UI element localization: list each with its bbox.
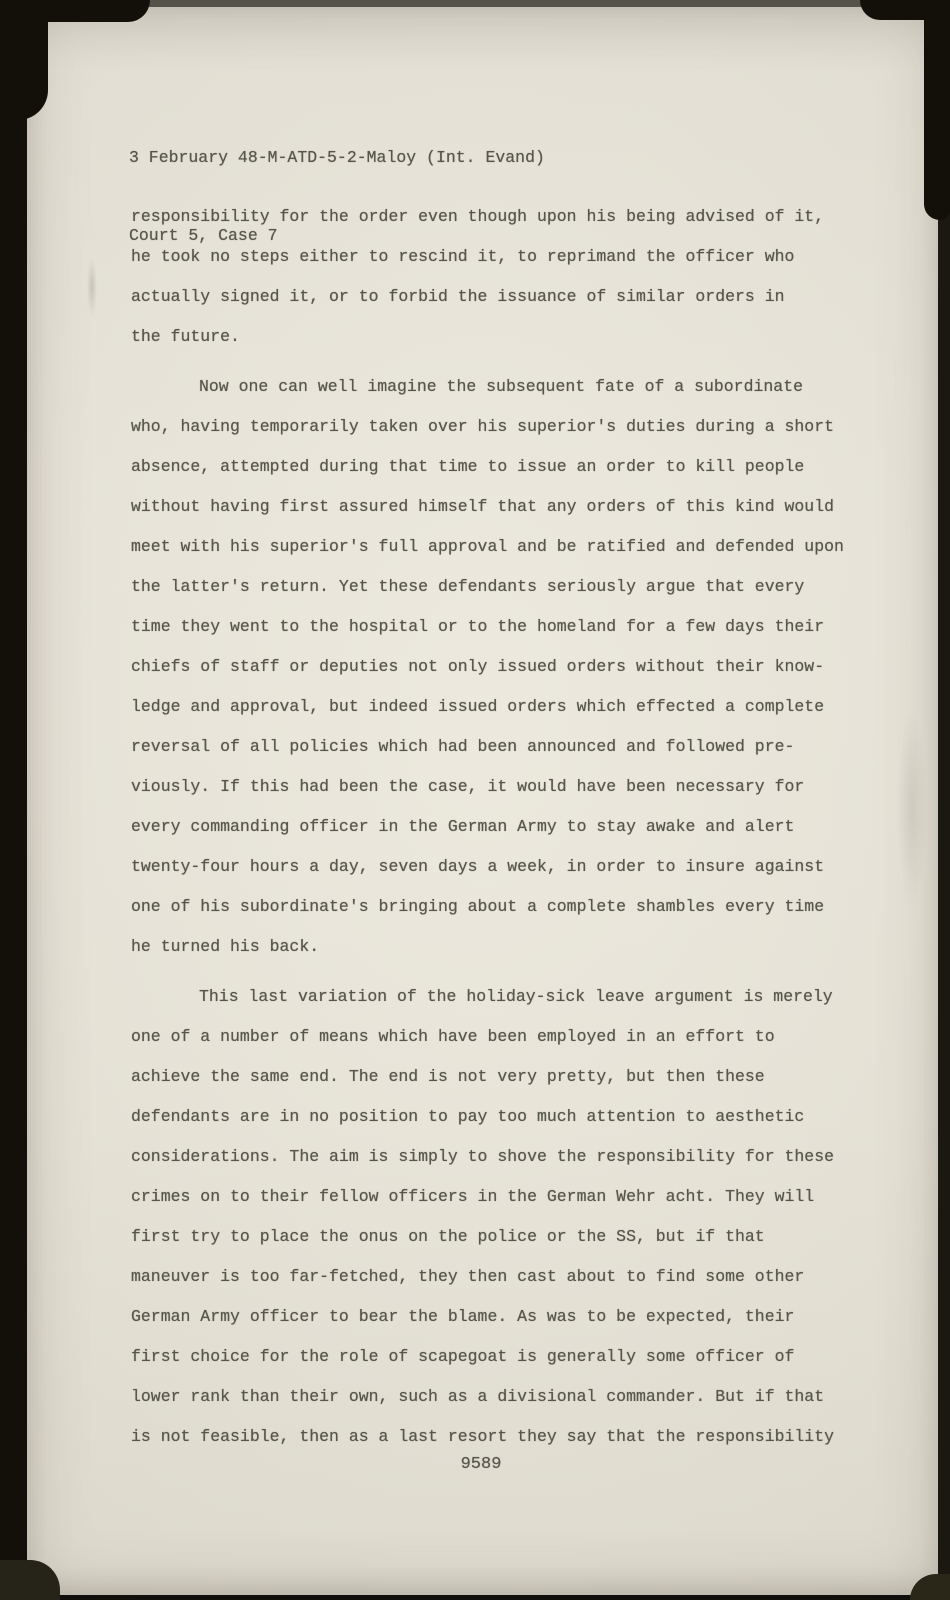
text-line: meet with his superior's full approval and be ratified and defended upon [131, 537, 844, 556]
text-line: every commanding officer in the German Army to stay awake and alert [131, 817, 795, 836]
text-line: he took no steps either to rescind it, to reprimand the officer who [131, 247, 795, 266]
text-line: maneuver is too far-fetched, they then cast about to find some other [131, 1267, 805, 1286]
scan-smudge [897, 707, 927, 907]
text-line: without having first assured himself that any orders of this kind would [131, 497, 835, 516]
text-line: the latter's return. Yet these defendants seriously argue that every [131, 577, 805, 596]
text-line: chiefs of staff or deputies not only issued orders without their know- [131, 657, 825, 676]
scan-edge-left [0, 0, 27, 1600]
text-line: twenty-four hours a day, seven days a week, in order to insure against [131, 857, 825, 876]
paragraph [131, 197, 873, 357]
page-number: 9589 [460, 1455, 502, 1474]
text-line: considerations. The aim is simply to shove the responsibility for these [131, 1147, 835, 1166]
text-line: Now one can well imagine the subsequent fate of a subordinate [199, 377, 803, 396]
text-line: viously. If this had been the case, it would have been necessary for [131, 777, 805, 796]
text-line: first choice for the role of scapegoat is generally some officer of [131, 1347, 795, 1366]
header-line-court-case: Court 5, Case 7 [129, 226, 278, 245]
text-line: reversal of all policies which had been announced and followed pre- [131, 737, 795, 756]
text-line: one of his subordinate's bringing about a complete shambles every time [131, 897, 825, 916]
scan-edge-right [938, 0, 950, 1600]
text-line: one of a number of means which have been employed in an effort to [131, 1027, 775, 1046]
text-line: who, having temporarily taken over his superior's duties during a short [131, 417, 835, 436]
text-line: is not feasible, then as a last resort they say that the responsibility [131, 1427, 835, 1446]
text-line: German Army officer to bear the blame. As was to be expected, their [131, 1307, 795, 1326]
paper-sheet [27, 7, 939, 1595]
text-line: time they went to the hospital or to the homeland for a few days their [131, 617, 825, 636]
text-line: absence, attempted during that time to issue an order to kill people [131, 457, 805, 476]
document-body [131, 197, 873, 1457]
text-line: he turned his back. [131, 937, 320, 956]
text-line: achieve the same end. The end is not very pretty, but then these [131, 1067, 765, 1086]
text-line: ledge and approval, but indeed issued orders which effected a complete [131, 697, 825, 716]
text-line: defendants are in no position to pay too much attention to aesthetic [131, 1107, 805, 1126]
paragraph [131, 977, 873, 1457]
text-line: actually signed it, or to forbid the issuance of similar orders in [131, 287, 785, 306]
text-line: crimes on to their fellow officers in the German Wehr acht. They will [131, 1187, 815, 1206]
header-line-case-reference: 3 February 48-M-ATD-5-2-Maloy (Int. Evand) [129, 148, 545, 167]
paragraph [131, 367, 873, 967]
text-line: the future. [131, 327, 240, 346]
text-line: lower rank than their own, such as a divisional commander. But if that [131, 1387, 825, 1406]
text-line: first try to place the onus on the police or the SS, but if that [131, 1227, 765, 1246]
text-line: responsibility for the order even though upon his being advised of it, [131, 207, 825, 226]
scan-edge-top [0, 0, 950, 7]
scan-smudge [87, 257, 97, 317]
text-line: This last variation of the holiday-sick leave argument is merely [199, 987, 833, 1006]
